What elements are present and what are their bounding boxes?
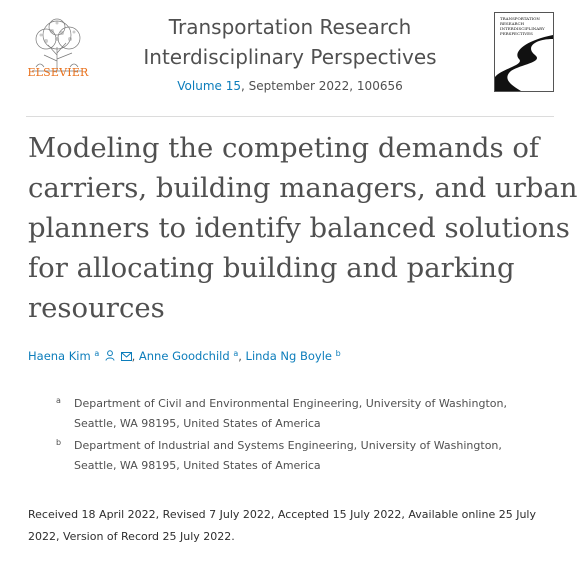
author-link-boyle[interactable]: Linda Ng Boyle: [245, 349, 332, 363]
author-link-goodchild[interactable]: Anne Goodchild: [138, 349, 230, 363]
header-divider: [26, 116, 554, 117]
journal-title-line2[interactable]: Interdisciplinary Perspectives: [143, 45, 437, 69]
journal-title[interactable]: [120, 12, 460, 72]
volume-details: , September 2022, 100656: [240, 79, 403, 93]
author-list: [28, 349, 341, 363]
affiliations-list: [56, 394, 556, 478]
author-link-kim[interactable]: Haena Kim: [28, 349, 91, 363]
affiliation-text: Department of Civil and Environmental Engineering, University of Washington,: [74, 397, 507, 410]
cover-title-line1: TRANSPORTATION: [500, 16, 540, 21]
author-separator: ,: [238, 349, 246, 363]
title-line: carriers, building managers, and urban: [28, 172, 577, 204]
title-line: resources: [28, 292, 165, 324]
affiliation-text: Seattle, WA 98195, United States of America: [74, 459, 321, 472]
author-affil-sup[interactable]: a: [233, 349, 239, 358]
cover-title-line2: RESEARCH: [500, 21, 525, 26]
journal-title-line1[interactable]: Transportation Research: [168, 15, 412, 39]
affiliation-text: Seattle, WA 98195, United States of America: [74, 417, 321, 430]
article-title: [28, 128, 577, 328]
affiliation-text: Department of Industrial and Systems Engineering, University of Washington,: [74, 439, 502, 452]
author-affil-sup[interactable]: b: [335, 349, 341, 358]
person-icon[interactable]: [105, 350, 115, 361]
publisher-logo-text: ELSEVIER: [27, 66, 89, 79]
title-line: for allocating building and parking: [28, 252, 515, 284]
affiliation-label: b: [56, 438, 62, 447]
cover-road-graphic: [495, 13, 553, 91]
affiliation-a: [56, 394, 556, 434]
cover-title-line4: PERSPECTIVES: [500, 31, 533, 36]
title-line: planners to identify balanced solutions: [28, 212, 570, 244]
author-affil-sup[interactable]: a: [94, 349, 100, 358]
journal-cover[interactable]: [494, 12, 554, 92]
affiliation-b: [56, 436, 556, 476]
title-line: Modeling the competing demands of: [28, 132, 540, 164]
article-history-dates: [28, 504, 558, 548]
article-header: [0, 0, 577, 118]
cover-title-line3: INTERDISCIPLINARY: [500, 26, 545, 31]
author-separator: ,: [131, 349, 139, 363]
envelope-icon[interactable]: [121, 352, 132, 361]
volume-info: [120, 79, 460, 93]
dates-line1: Received 18 April 2022, Revised 7 July 2022, Accepted 15 July 2022, Available online 25 July: [28, 508, 536, 521]
volume-link[interactable]: Volume 15: [177, 79, 241, 93]
affiliation-label: a: [56, 396, 61, 405]
dates-line2: 2022, Version of Record 25 July 2022.: [28, 530, 235, 543]
